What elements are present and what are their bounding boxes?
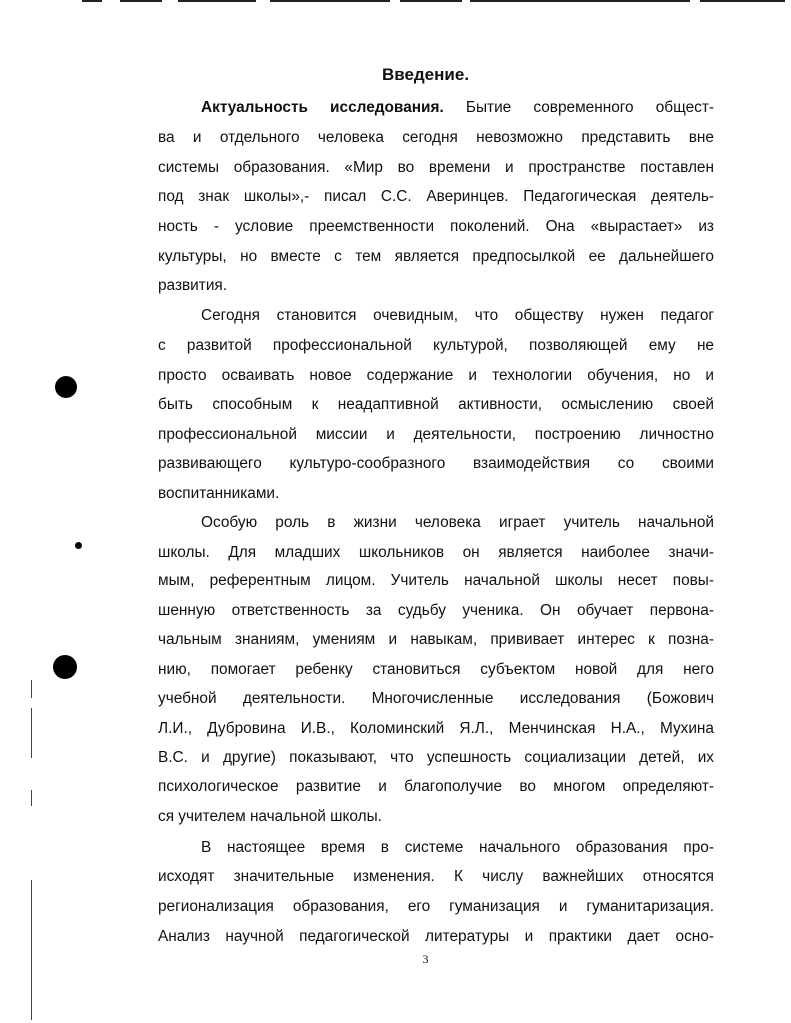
scan-edge-line <box>31 880 32 1020</box>
scan-edge-line <box>31 708 32 758</box>
text-line: психологическое развитие и благополучие во многом определяют- <box>158 778 714 795</box>
text-line: мым, референтным лицом. Учитель начальной школы несет повы- <box>158 572 714 589</box>
text-line: учебной деятельности. Многочисленные исследования (Божович <box>158 690 714 707</box>
text-line: просто осваивать новое содержание и технологии обучения, но и <box>158 367 714 384</box>
text-line: шенную ответственность за судьбу ученика. Он обучает первона- <box>158 602 714 619</box>
text-line: ность - условие преемственности поколений. Она «вырастает» из <box>158 218 714 235</box>
text-line: развивающего культуро-сообразного взаимодействия со своими <box>158 455 714 472</box>
text-line: Особую роль в жизни человека играет учитель начальной <box>201 514 714 531</box>
scan-artifact <box>700 0 785 2</box>
text-line: Анализ научной педагогической литературы и практики дает осно- <box>158 928 714 945</box>
text-line: ся учителем начальной школы. <box>158 808 382 825</box>
text-line: под знак школы»,- писал С.С. Аверинцев. Педагогическая деятель- <box>158 188 714 205</box>
text-line: исходят значительные изменения. К числу важнейших относятся <box>158 868 714 885</box>
text-line: Сегодня становится очевидным, что обществу нужен педагог <box>201 307 714 324</box>
scan-artifact <box>270 0 390 2</box>
scan-artifact <box>120 0 162 2</box>
text-line: Л.И., Дубровина И.В., Коломинский Я.Л., Менчинская Н.А., Мухина <box>158 720 714 737</box>
page-number: 3 <box>422 952 429 966</box>
text-line: ва и отдельного человека сегодня невозможно представить вне <box>158 129 714 146</box>
punch-hole <box>75 542 82 549</box>
text-line <box>201 98 714 118</box>
text-line: развития. <box>158 277 228 294</box>
text-line: быть способным к неадаптивной активности, осмыслению своей <box>158 396 714 413</box>
text-line: В настоящее время в системе начального образования про- <box>201 839 714 856</box>
text-line: воспитанниками. <box>158 485 280 502</box>
punch-hole <box>55 376 77 398</box>
text-line: профессиональной миссии и деятельности, построению личностно <box>158 426 714 443</box>
scan-artifact <box>470 0 690 2</box>
text-line: В.С. и другие) показывают, что успешность социализации детей, их <box>158 749 714 766</box>
punch-hole <box>53 655 77 679</box>
text-line: системы образования. «Мир во времени и пространстве поставлен <box>158 159 714 176</box>
text-line: регионализация образования, его гуманизация и гуманитаризация. <box>158 898 714 915</box>
text-line: нию, помогает ребенку становиться субъектом новой для него <box>158 661 714 678</box>
scan-edge-line <box>31 790 32 806</box>
text-line: школы. Для младших школьников он является наиболее значи- <box>158 544 714 561</box>
lead-phrase: Актуальность исследования. <box>201 99 444 116</box>
text-fragment: Бытие современного общест- <box>443 99 714 116</box>
scan-artifact <box>178 0 256 2</box>
page-title: Введение. <box>381 65 470 84</box>
text-line: с развитой профессиональной культурой, позволяющей ему не <box>158 337 714 354</box>
scan-artifact <box>82 0 102 2</box>
scan-edge-line <box>31 680 32 698</box>
text-line: культуры, но вместе с тем является предпосылкой ее дальнейшего <box>158 248 714 265</box>
text-line: чальным знаниям, умениям и навыкам, прививает интерес к позна- <box>158 631 714 648</box>
scan-artifact <box>400 0 462 2</box>
